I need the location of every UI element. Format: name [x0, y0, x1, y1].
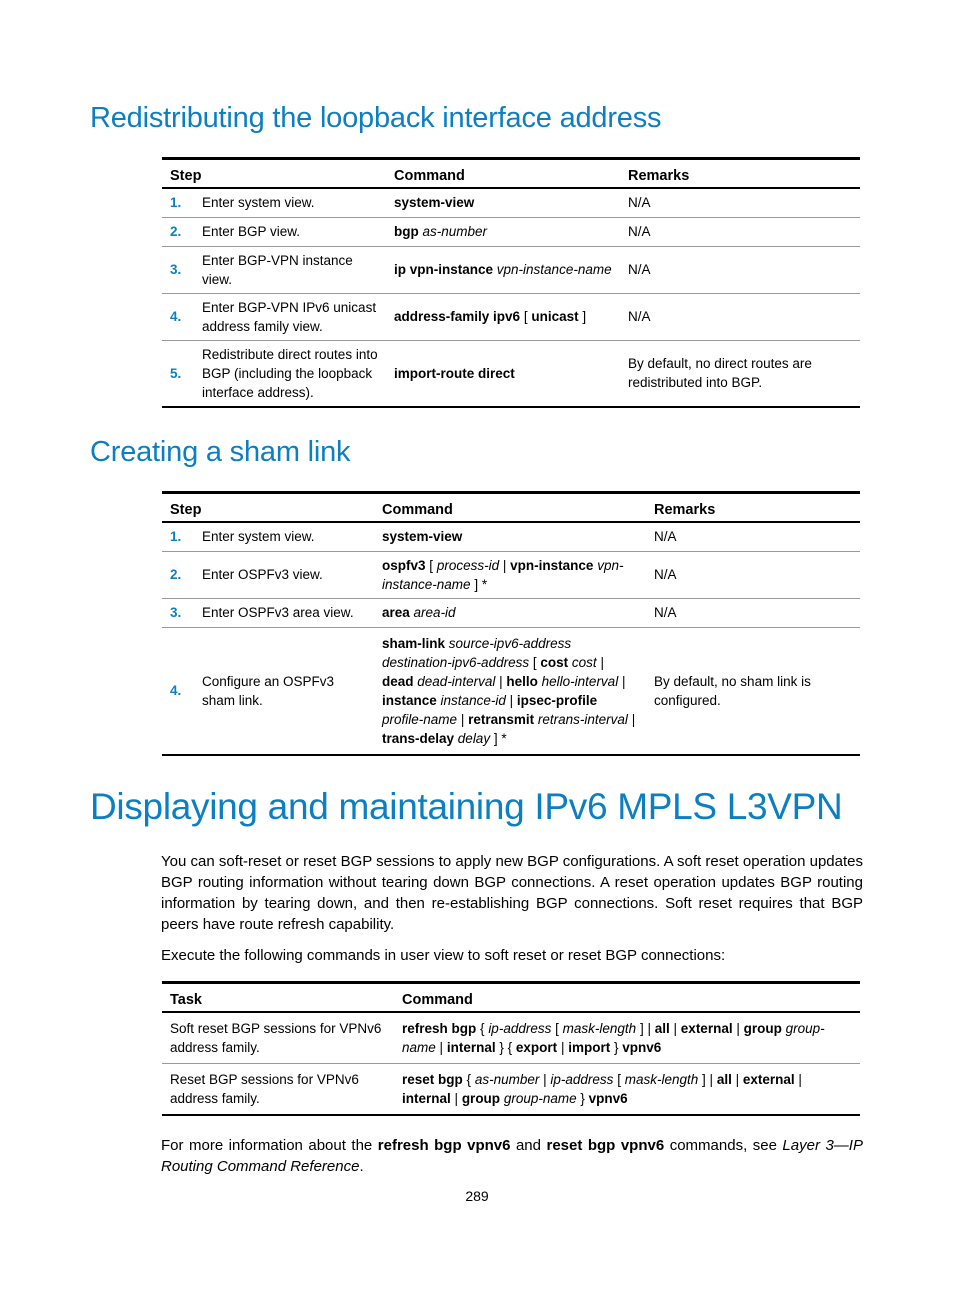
cmd-punct: ] * [493, 730, 507, 746]
step-text: Enter OSPFv3 area view. [202, 605, 354, 620]
cmd-keyword: ospfv3 [382, 557, 426, 573]
cmd-keyword: unicast [531, 309, 579, 324]
step-number: 3. [170, 605, 182, 620]
cmd-keyword: dead [382, 673, 414, 689]
cmd-punct: [ [617, 1072, 621, 1087]
col-header-remarks: Remarks [654, 502, 716, 518]
cmd-punct: | [621, 673, 626, 689]
cmd-punct: | [560, 1040, 565, 1055]
cmd-keyword: instance [382, 692, 437, 708]
cmd-keyword: ipsec-profile [516, 692, 598, 708]
cmd-arg: destination-ipv6-address [382, 654, 530, 670]
table-row [162, 522, 860, 551]
cmd-arg: instance-id [440, 692, 506, 708]
cmd-arg: profile-name [382, 711, 458, 727]
cmd-keyword: group [743, 1021, 782, 1036]
table-row [162, 293, 860, 340]
cmd-keyword: vpnv6 [622, 1040, 662, 1055]
cmd-punct: | [454, 1091, 459, 1106]
ref-text: For more information about the [161, 1137, 373, 1154]
step-text: Configure an OSPFv3 sham link. [202, 673, 335, 708]
cmd-keyword: vpnv6 [588, 1091, 628, 1106]
execute-paragraph: Execute the following commands in user view to soft reset or reset BGP connections: [161, 947, 726, 964]
cmd-arg: mask-length [562, 1021, 637, 1036]
step-number: 2. [170, 567, 182, 582]
cmd-punct: ] * [474, 576, 488, 592]
ref-command: refresh bgp vpnv6 [377, 1137, 511, 1154]
cmd-arg: hello-interval [541, 673, 619, 689]
cmd-punct: | [460, 711, 465, 727]
cmd-arg: vpn-instance-name [496, 262, 612, 277]
table-row [162, 246, 860, 293]
command-cell [386, 246, 620, 293]
step-text: Enter system view. [202, 195, 315, 211]
remarks-cell: N/A [628, 262, 651, 277]
table-row [162, 1064, 860, 1116]
col-header-command: Command [382, 502, 453, 518]
ref-text: commands, see [669, 1137, 777, 1154]
step-number: 1. [170, 529, 182, 545]
cmd-keyword: external [680, 1021, 733, 1036]
ref-text: and [515, 1137, 541, 1154]
cmd-punct: | [543, 1072, 547, 1087]
cmd-keyword: internal [402, 1091, 451, 1106]
cmd-punct: { [480, 1021, 485, 1036]
step-text: Enter OSPFv3 view. [202, 567, 323, 582]
section-title-displaying: Displaying and maintaining IPv6 MPLS L3VPN [90, 786, 843, 827]
cmd-arg: group-name [402, 1021, 825, 1055]
step-text: Redistribute direct routes into BGP (including the loopback interface address). [202, 346, 378, 400]
cmd-punct: | [502, 557, 507, 573]
cmd-punct: | [600, 654, 604, 670]
cmd-punct: } { [499, 1040, 513, 1055]
cmd-arg: delay [457, 730, 491, 746]
remarks-cell: N/A [654, 567, 677, 582]
section-title-sham-link: Creating a sham link [90, 436, 351, 468]
cmd-punct: } [613, 1040, 619, 1055]
task-cell: Soft reset BGP sessions for VPNv6 address family. [170, 1021, 382, 1055]
cmd-punct: | [499, 673, 503, 689]
col-header-command: Command [394, 168, 465, 184]
sham-link-table [162, 491, 860, 756]
cmd-keyword: all [654, 1021, 670, 1036]
cmd-punct: ] | [639, 1021, 651, 1036]
cmd-keyword: retransmit [468, 711, 535, 727]
step-number: 3. [170, 262, 182, 277]
cmd-punct: { [466, 1072, 472, 1087]
cmd-keyword: export [515, 1040, 558, 1055]
step-text: Enter BGP-VPN IPv6 unicast address family view. [202, 299, 377, 334]
cmd-punct: [ [523, 309, 528, 324]
command-cell [386, 188, 620, 217]
step-number: 2. [170, 224, 182, 239]
table-row [162, 1012, 860, 1064]
step-text: Enter BGP view. [202, 224, 301, 239]
cmd-keyword: internal [446, 1040, 496, 1055]
cmd-keyword: vpn-instance [510, 557, 594, 573]
cmd-keyword: system-view [382, 529, 463, 545]
command-cell [386, 217, 620, 246]
table-row [162, 551, 860, 598]
cmd-punct: [ [532, 654, 537, 670]
cmd-keyword: ip vpn-instance [394, 262, 494, 277]
page-number: 289 [465, 1188, 489, 1204]
step-number: 4. [170, 309, 182, 324]
col-header-step: Step [170, 168, 202, 184]
ref-command: reset bgp vpnv6 [546, 1137, 665, 1154]
loopback-table [162, 157, 860, 408]
remarks-cell: By default, no direct routes are redistributed into BGP. [628, 356, 812, 390]
cmd-punct: ] [582, 309, 587, 324]
step-text: Enter BGP-VPN instance view. [202, 252, 353, 287]
remarks-cell: N/A [628, 195, 651, 211]
cmd-keyword: import [568, 1040, 611, 1055]
cmd-arg: ip-address [488, 1021, 552, 1036]
command-cell [386, 293, 620, 340]
cmd-keyword: bgp [394, 224, 419, 239]
command-cell [374, 551, 646, 598]
remarks-cell: N/A [654, 529, 677, 545]
cmd-arg: area-id [413, 605, 456, 620]
cmd-punct: | [509, 692, 514, 708]
command-cell [374, 522, 646, 551]
cmd-arg: source-ipv6-address [448, 635, 572, 651]
table-row [162, 188, 860, 217]
task-cell: Reset BGP sessions for VPNv6 address family. [170, 1072, 359, 1106]
cmd-keyword: import-route direct [394, 365, 515, 381]
table-row [162, 340, 860, 407]
step-number: 4. [170, 683, 182, 698]
cmd-keyword: cost [540, 654, 569, 670]
cmd-keyword: refresh bgp [402, 1021, 477, 1036]
cmd-arg: group-name [503, 1091, 577, 1106]
cmd-arg: vpn-instance-name [382, 557, 624, 592]
cmd-keyword: external [742, 1072, 795, 1087]
table-row [162, 627, 860, 755]
cmd-keyword: system-view [394, 195, 475, 211]
cmd-arg: process-id [436, 557, 500, 573]
cmd-punct: | [736, 1021, 740, 1036]
step-number: 1. [170, 195, 182, 211]
cmd-arg: dead-interval [417, 673, 496, 689]
cmd-keyword: trans-delay [382, 730, 455, 746]
ref-text: . [359, 1158, 364, 1175]
cmd-punct: [ [555, 1021, 559, 1036]
table-row [162, 598, 860, 627]
cmd-keyword: hello [506, 673, 538, 689]
cmd-punct: | [673, 1021, 678, 1036]
intro-paragraph: You can soft-reset or reset BGP sessions to apply new BGP configurations. A soft reset operation updates BGP routing information without tearing down BGP connections. A reset operation updates BGP routing information by tearing down, and then re-establishing BGP connections. Soft reset requires that BGP peers have route refresh capability. [161, 853, 863, 933]
remarks-cell: N/A [654, 605, 677, 620]
task-command-table [162, 981, 860, 1116]
cmd-keyword: address-family ipv6 [394, 309, 521, 324]
col-header-remarks: Remarks [628, 168, 690, 184]
table-row [162, 217, 860, 246]
cmd-punct: | [631, 711, 636, 727]
cmd-arg: cost [571, 654, 597, 670]
cmd-keyword: reset bgp [402, 1072, 463, 1087]
cmd-keyword: group [461, 1091, 501, 1106]
remarks-cell: By default, no sham link is configured. [654, 673, 811, 708]
cmd-arg: as-number [422, 224, 488, 239]
cmd-punct: } [580, 1091, 585, 1106]
command-cell [374, 598, 646, 627]
cmd-keyword: all [716, 1072, 732, 1087]
ref-document-title: Layer 3—IP Routing Command Reference [161, 1137, 863, 1175]
col-header-step: Step [170, 502, 202, 518]
cmd-arg: mask-length [624, 1072, 699, 1087]
cmd-arg: as-number [474, 1072, 540, 1087]
cmd-punct: [ [429, 557, 434, 573]
cmd-punct: ] | [702, 1072, 714, 1087]
step-text: Enter system view. [202, 529, 315, 545]
reference-paragraph [161, 1135, 863, 1177]
cmd-punct: | [439, 1040, 444, 1055]
cmd-arg: retrans-interval [537, 711, 628, 727]
command-cell [394, 1012, 860, 1064]
remarks-cell: N/A [628, 309, 651, 324]
command-cell [394, 1064, 860, 1116]
col-header-command: Command [402, 992, 473, 1008]
cmd-keyword: area [382, 605, 410, 620]
cmd-arg: ip-address [550, 1072, 614, 1087]
section-title-loopback: Redistributing the loopback interface address [90, 102, 662, 134]
command-cell [386, 340, 620, 407]
col-header-task: Task [170, 992, 202, 1008]
cmd-keyword: sham-link [382, 635, 446, 651]
command-cell [374, 627, 646, 755]
cmd-punct: | [735, 1072, 740, 1087]
cmd-punct: | [798, 1072, 802, 1087]
step-number: 5. [170, 365, 182, 381]
remarks-cell: N/A [628, 224, 651, 239]
